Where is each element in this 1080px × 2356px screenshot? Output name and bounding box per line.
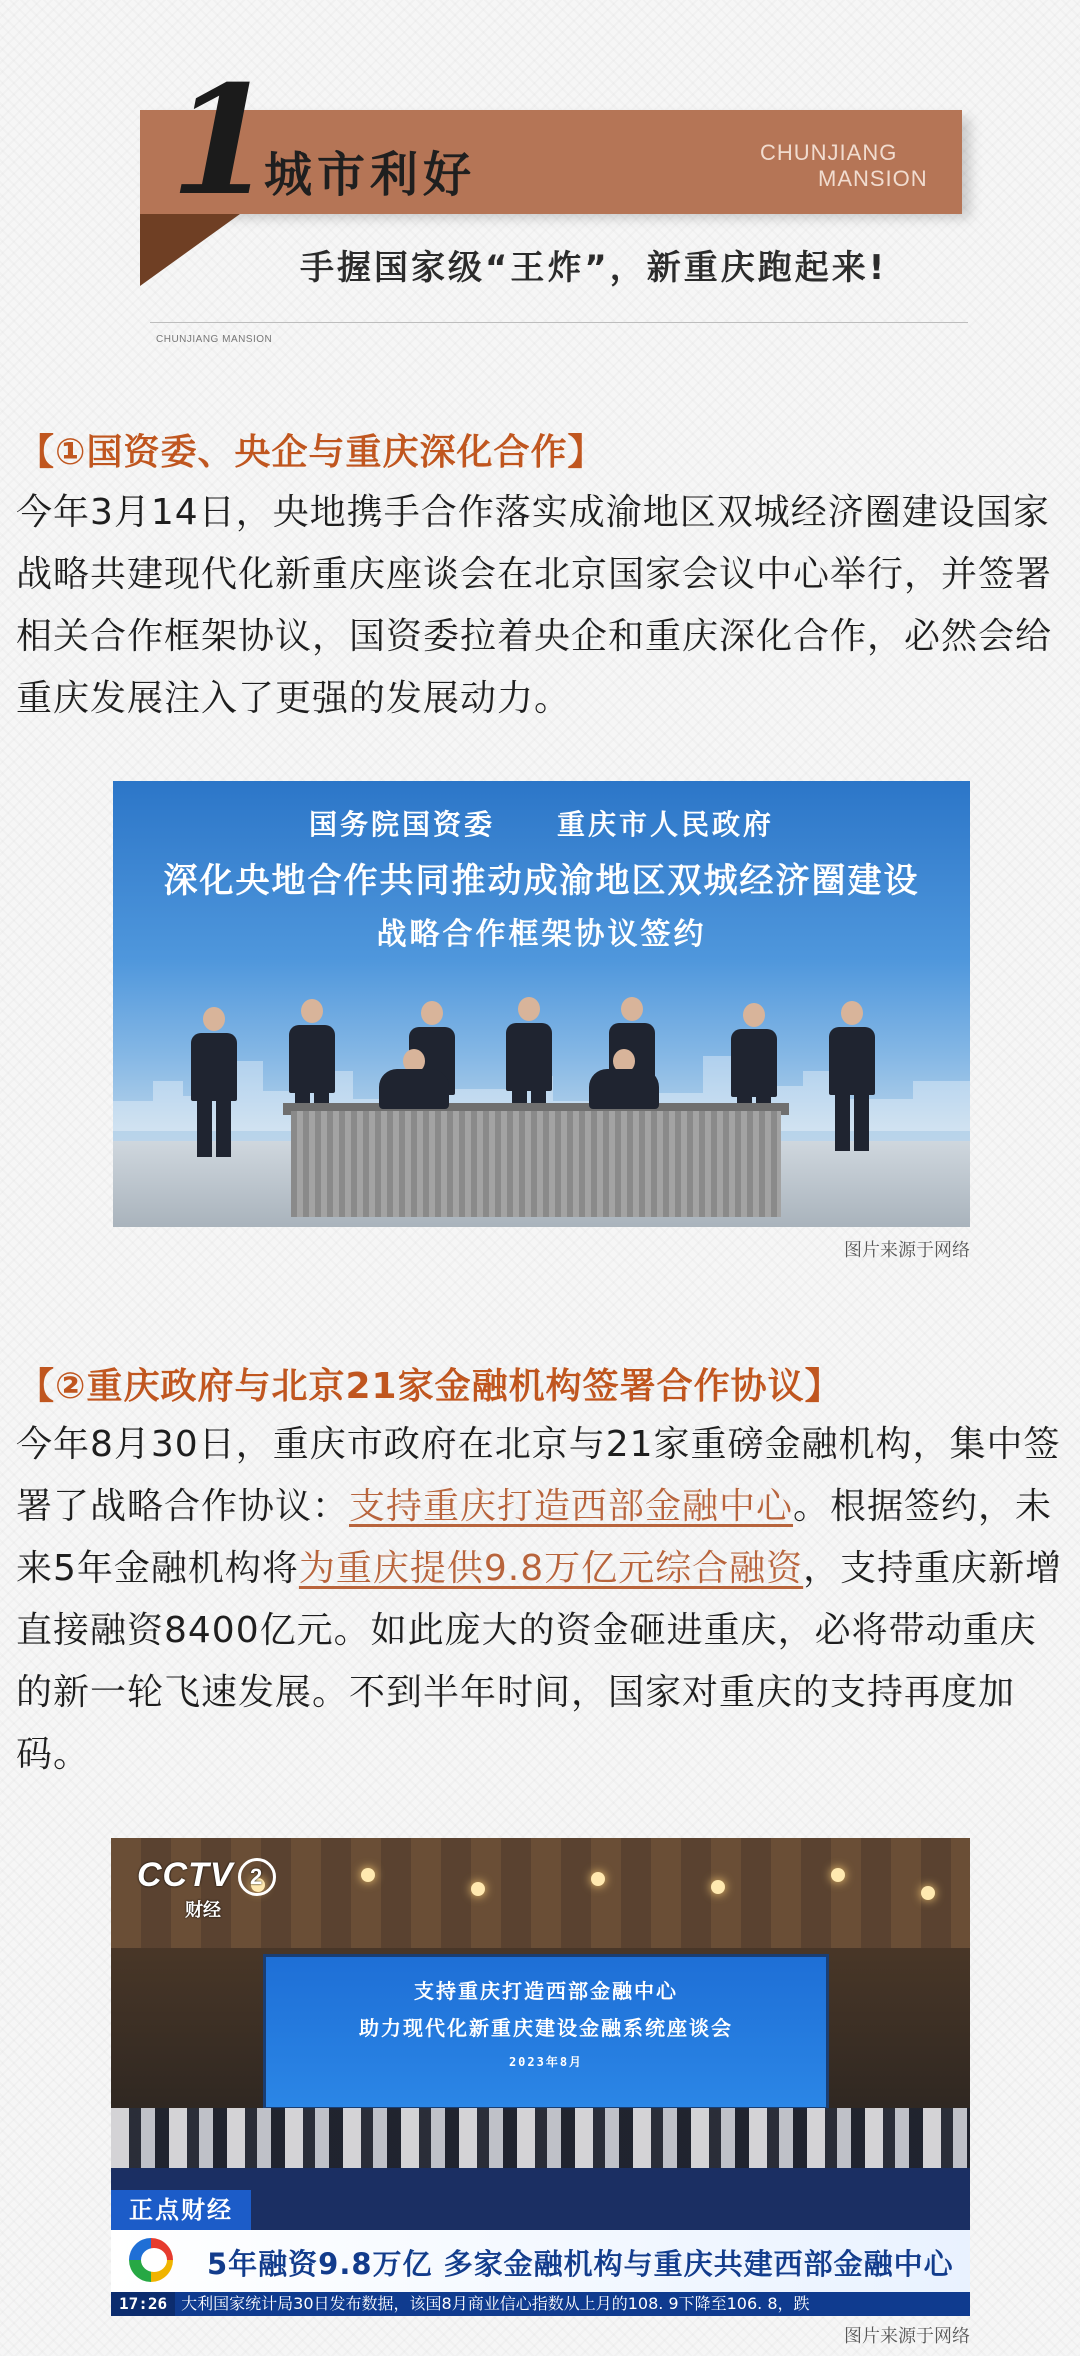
cctv-logo (137, 1856, 276, 1896)
ceiling-lamp (921, 1886, 935, 1900)
channel-name: 财经 (185, 1900, 221, 1921)
channel-number: 2 (238, 1858, 276, 1896)
divider (150, 322, 968, 323)
photo1-caption: 图片来源于网络 (844, 1240, 970, 1261)
tiny-brand: CHUNJIANG MANSION (156, 334, 273, 345)
screen-line-1: 支持重庆打造西部金融中心 (414, 1979, 678, 2003)
photo1-line-1: 国务院国资委 重庆市人民政府 (308, 808, 774, 841)
screen-line-2: 助力现代化新重庆建设金融系统座谈会 (359, 2016, 733, 2040)
official-figure (829, 1001, 875, 1151)
section1-paragraph (16, 482, 1068, 730)
signing-table (291, 1111, 781, 1217)
photo1-line-3: 战略合作框架协议签约 (376, 917, 707, 952)
ceiling-lamp (831, 1868, 845, 1882)
photo1-line-2: 深化央地合作共同推动成渝地区双城经济圈建设 (163, 861, 920, 901)
section2-text (16, 1414, 1068, 1786)
signer-body (379, 1069, 449, 1109)
section-title: 城市利好 (264, 147, 477, 203)
news-headline: 5年融资9.8万亿 多家金融机构与重庆共建西部金融中心 (207, 2247, 954, 2281)
section1-text: 今年3月14日，央地携手合作落实成渝地区双城经济圈建设国家战略共建现代化新重庆座谈会在北京国家会议中心举行，并签署相关合作框架协议，国资委拉着央企和重庆深化合作，必然会给重庆发展注入了更强的发展动力。 (16, 492, 1053, 719)
section2-heading: 【②重庆政府与北京21家金融机构签署合作协议】 (18, 1366, 842, 1407)
brand-line-2: MANSION (818, 166, 928, 191)
section-slogan: 手握国家级“王炸”，新重庆跑起来! (300, 248, 888, 288)
program-tag: 正点财经 (111, 2190, 251, 2230)
news-headline-bar (111, 2230, 970, 2292)
ceiling-lamp (591, 1872, 605, 1886)
news-ticker (111, 2292, 970, 2316)
brand-line-1: CHUNJIANG (760, 140, 898, 165)
section2-text-part3: ，支持重庆新增直接融资8400亿元。如此庞大的资金砸进重庆，必将带动重庆的新一轮飞速发展。不到半年时间，国家对重庆的支持再度加码。 (16, 1548, 1063, 1775)
ceiling-lamp (711, 1880, 725, 1894)
signer-body (589, 1069, 659, 1109)
ticker-time: 17:26 (111, 2292, 175, 2316)
ticker-text: 大利国家统计局30日发布数据，该国8月商业信心指数从上月的108. 9下降至106. 8，跌 (181, 2294, 810, 2313)
section1-heading: 【①国资委、央企与重庆深化合作】 (18, 432, 605, 473)
section2-text-part2: 。根据签约，未来5年金融机构将 (16, 1486, 1053, 1589)
ceiling-lamp (361, 1868, 375, 1882)
cctv-broadcast-photo (111, 1838, 970, 2316)
section2-text-part1: 今年8月30日，重庆市政府在北京与21家重磅金融机构，集中签署了战略合作协议： (16, 1424, 1061, 1527)
section2-paragraph (16, 1414, 1068, 1786)
ceiling-lamp (471, 1882, 485, 1896)
conference-screen (263, 1954, 829, 2110)
screen-line-3: 2023年8月 (508, 2055, 584, 2069)
section-number: 1 (170, 53, 271, 229)
brand-wordmark (760, 140, 930, 192)
photo2-caption: 图片来源于网络 (844, 2326, 970, 2347)
official-figure (191, 1007, 237, 1157)
cctv-logo-text: CCTV (137, 1856, 234, 1894)
link-financing-amount[interactable]: 为重庆提供9.8万亿元综合融资 (298, 1548, 804, 1589)
link-western-finance-center[interactable]: 支持重庆打造西部金融中心 (349, 1486, 794, 1527)
signing-ceremony-photo (113, 781, 970, 1227)
cctv-finance-logo-icon (129, 2238, 173, 2282)
